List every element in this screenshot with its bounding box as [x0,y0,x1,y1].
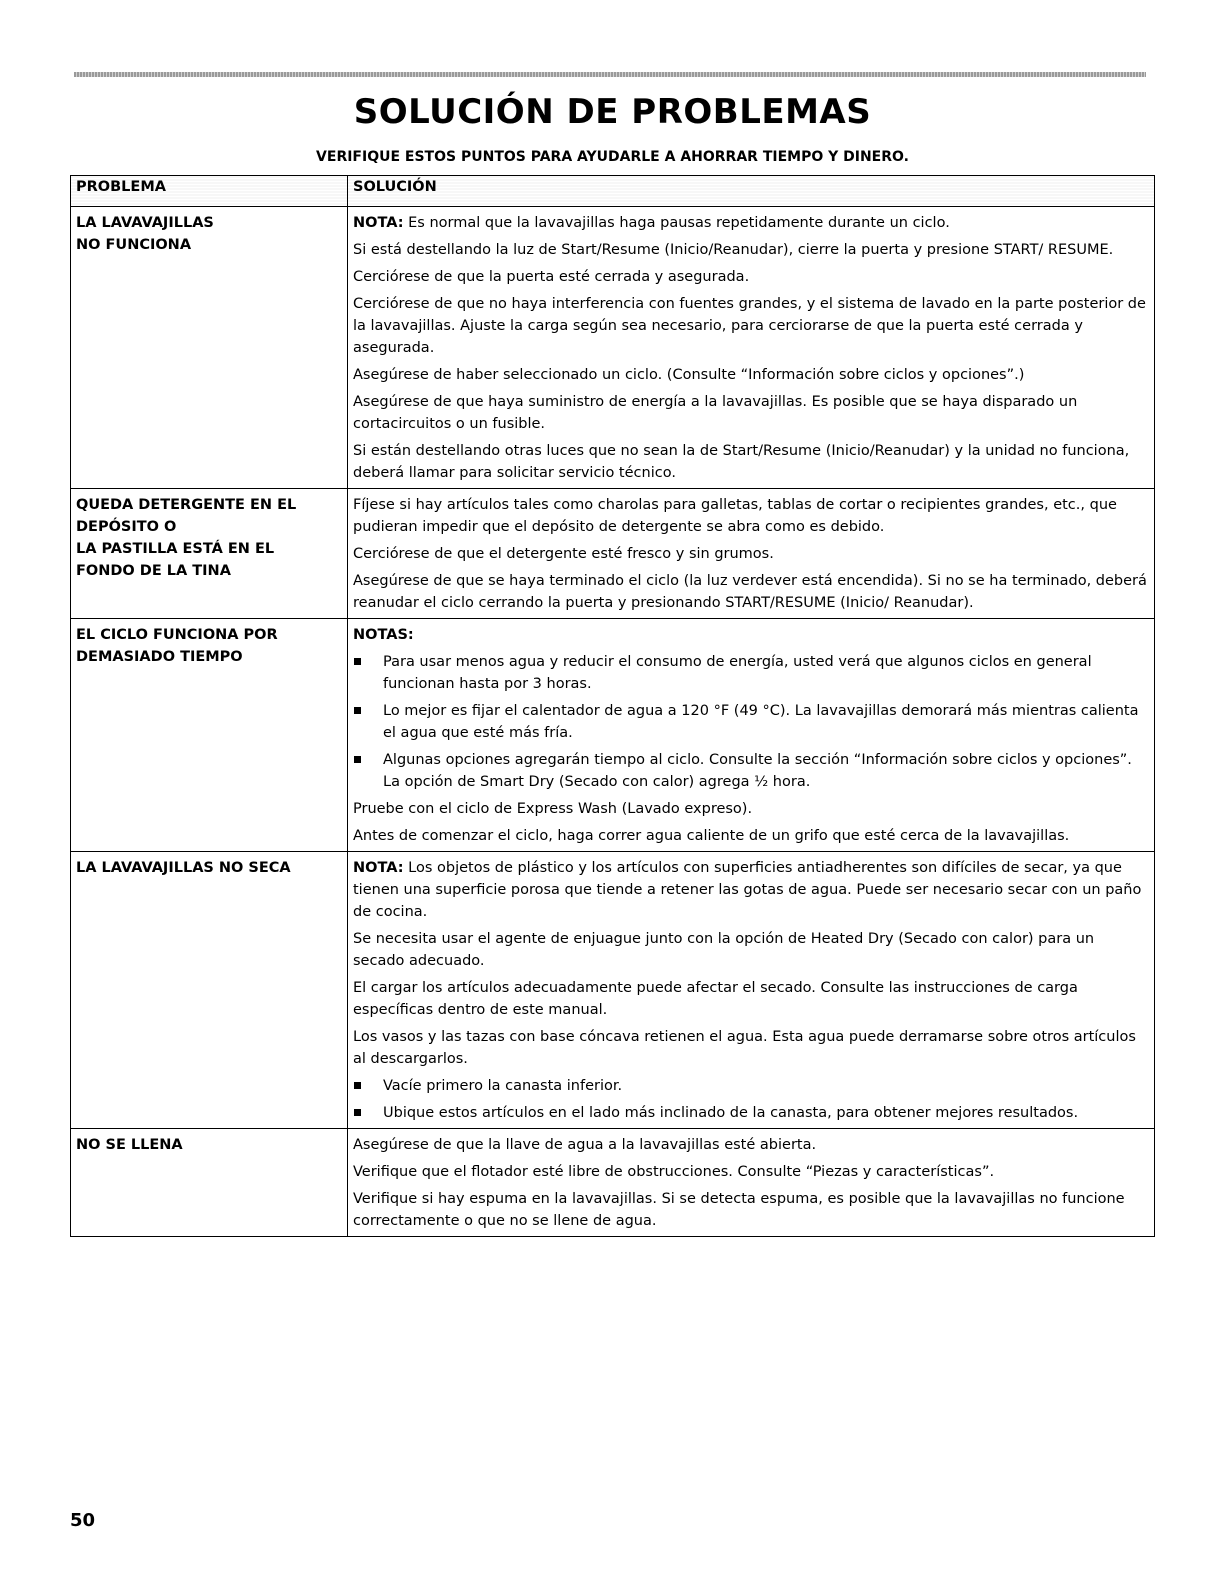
problem-line: LA LAVAVAJILLAS [76,215,214,231]
solution-paragraph: Si está destellando la luz de Start/Resume (Inicio/Reanudar), cierre la puerta y presione START/ RESUME. [353,242,1114,258]
table-row [71,852,1155,1129]
solution-paragraph: Asegúrese de que haya suministro de energía a la lavavajillas. Es posible que se haya disparado un cortacircuitos o un fusible. [353,394,1078,432]
problem-line: QUEDA DETERGENTE EN EL [76,497,297,513]
table-row [71,207,1155,489]
table-row [71,489,1155,619]
problem-line: DEPÓSITO O [76,519,177,535]
problem-cell [71,489,348,619]
problem-line: DEMASIADO TIEMPO [76,649,243,665]
solution-paragraph: Fíjese si hay artículos tales como charolas para galletas, tablas de cortar o recipientes grandes, etc., que pudieran impedir que el depósito de detergente se abra como es debido. [353,497,1117,535]
solution-paragraph: Cerciórese de que no haya interferencia con fuentes grandes, y el sistema de lavado en la parte posterior de la lavavajillas. Ajuste la carga según sea necesario, para cerciorarse de que la puerta esté cerrada y asegurada. [353,296,1146,356]
solution-paragraph: Antes de comenzar el ciclo, haga correr agua caliente de un grifo que esté cerca de la lavavajillas. [353,828,1070,844]
solution-paragraph [353,857,1148,923]
note-text: Es normal que la lavavajillas haga pausas repetidamente durante un ciclo. [403,215,950,231]
bullet-item [353,700,1148,744]
solution-cell [348,619,1155,852]
note-text: Los objetos de plástico y los artículos con superficies antiadherentes son difíciles de secar, ya que tienen una superficie porosa que tiende a retener las gotas de agua. Puede ser necesario secar con un paño de cocina. [353,860,1142,920]
table-header-row [71,176,1155,207]
bullet-item [353,1075,1148,1097]
solution-cell [348,852,1155,1129]
note-label: NOTA: [353,860,404,876]
solution-paragraph: Si están destellando otras luces que no sean la de Start/Resume (Inicio/Reanudar) y la unidad no funciona, deberá llamar para solicitar servicio técnico. [353,443,1130,481]
problem-line: EL CICLO FUNCIONA POR [76,627,278,643]
header-solution: SOLUCIÓN [348,176,1155,207]
solution-paragraph: Cerciórese de que el detergente esté fresco y sin grumos. [353,546,774,562]
bullet-item [353,651,1148,695]
note-label: NOTA: [353,215,404,231]
problem-line: NO FUNCIONA [76,237,192,253]
square-bullet-icon [354,707,361,714]
problem-cell [71,852,348,1129]
solution-paragraph: Pruebe con el ciclo de Express Wash (Lavado expreso). [353,801,753,817]
header-problem: PROBLEMA [71,176,348,207]
top-divider-rule [74,72,1146,77]
problem-line: NO SE LLENA [76,1137,183,1153]
solution-cell [348,207,1155,489]
square-bullet-icon [354,756,361,763]
problem-line: LA LAVAVAJILLAS NO SECA [76,860,291,876]
page-subtitle: VERIFIQUE ESTOS PUNTOS PARA AYUDARLE A AHORRAR TIEMPO Y DINERO. [316,149,909,165]
bullet-text: Vacíe primero la canasta inferior. [383,1078,623,1094]
table-row [71,1129,1155,1237]
solution-paragraph: Verifique que el flotador esté libre de obstrucciones. Consulte “Piezas y características”. [353,1164,995,1180]
page-number: 50 [70,1510,96,1531]
solution-paragraph: Asegúrese de que la llave de agua a la lavavajillas esté abierta. [353,1137,817,1153]
square-bullet-icon [354,1109,361,1116]
bullet-item [353,1102,1148,1124]
solution-paragraph: Cerciórese de que la puerta esté cerrada y asegurada. [353,269,750,285]
table-row [71,619,1155,852]
notes-label: NOTAS: [353,627,414,643]
bullet-text: Ubique estos artículos en el lado más inclinado de la canasta, para obtener mejores resultados. [383,1105,1079,1121]
square-bullet-icon [354,1082,361,1089]
solution-paragraph [353,212,1148,234]
bullet-item [353,749,1148,793]
solution-paragraph: Asegúrese de que se haya terminado el ciclo (la luz verdever está encendida). Si no se ha terminado, deberá reanudar el ciclo cerrando la puerta y presionando START/RESUME (Inicio/ Reanudar). [353,573,1147,611]
bullet-text: Algunas opciones agregarán tiempo al ciclo. Consulte la sección “Información sobre ciclos y opciones”. La opción de Smart Dry (Secado con calor) agrega ½ hora. [383,752,1132,790]
problem-cell [71,619,348,852]
problem-cell [71,1129,348,1237]
bullet-text: Para usar menos agua y reducir el consumo de energía, usted verá que algunos ciclos en general funcionan hasta por 3 horas. [383,654,1092,692]
solution-paragraph: Verifique si hay espuma en la lavavajillas. Si se detecta espuma, es posible que la lavavajillas no funcione correctamente o que no se llene de agua. [353,1191,1125,1229]
troubleshooting-table [70,175,1155,1237]
problem-cell [71,207,348,489]
solution-paragraph: El cargar los artículos adecuadamente puede afectar el secado. Consulte las instrucciones de carga específicas dentro de este manual. [353,980,1078,1018]
problem-line: FONDO DE LA TINA [76,563,231,579]
solution-cell [348,1129,1155,1237]
solution-cell [348,489,1155,619]
solution-paragraph: Los vasos y las tazas con base cóncava retienen el agua. Esta agua puede derramarse sobre otros artículos al descargarlos. [353,1029,1136,1067]
solution-paragraph: Asegúrese de haber seleccionado un ciclo. (Consulte “Información sobre ciclos y opciones”.) [353,367,1025,383]
page-title: SOLUCIÓN DE PROBLEMAS [353,92,872,132]
problem-line: LA PASTILLA ESTÁ EN EL [76,541,275,557]
square-bullet-icon [354,658,361,665]
solution-paragraph: Se necesita usar el agente de enjuague junto con la opción de Heated Dry (Secado con calor) para un secado adecuado. [353,931,1095,969]
bullet-text: Lo mejor es fijar el calentador de agua a 120 °F (49 °C). La lavavajillas demorará más mientras calienta el agua que esté más fría. [383,703,1139,741]
